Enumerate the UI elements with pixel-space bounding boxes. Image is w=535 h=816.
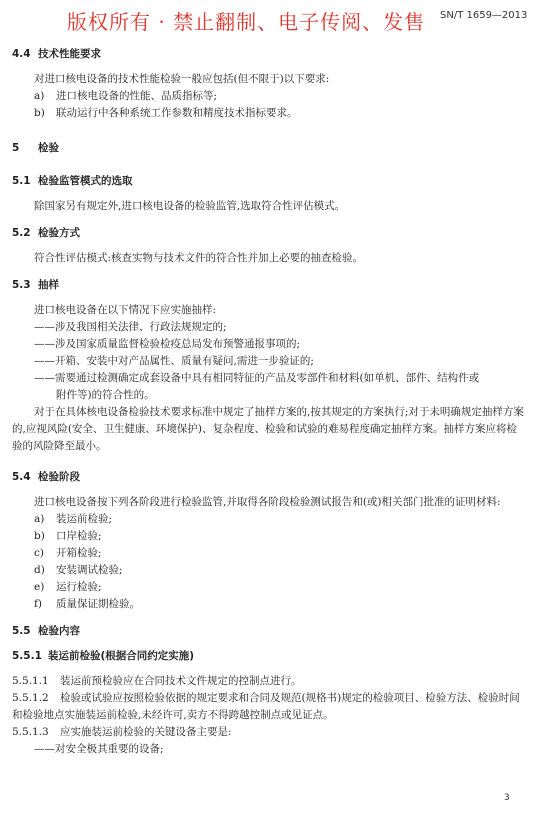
section-heading-4-4 [12, 46, 524, 61]
list-item: d) 安装调试检验; [34, 564, 123, 576]
dash-item-continuation: 附件等)的符合性的。 [56, 389, 155, 401]
paragraph: 进口核电设备按下列各阶段进行检验监管,并取得各阶段检验测试报告和(或)相关部门批准的证明材料: [34, 496, 501, 508]
section-heading-5-1: 5.1 检验监管模式的选取 [12, 175, 133, 187]
document-body [12, 46, 524, 758]
section-heading-5-5-1: 5.5.1 装运前检验(根据合同约定实施) [12, 650, 195, 662]
dash-item: ——涉及国家质量监督检验检疫总局发布预警通报事项的; [34, 338, 301, 350]
list-item: c) 开箱检验; [34, 547, 102, 559]
section-heading-5-3: 5.3 抽样 [12, 279, 59, 291]
list-item: a) 装运前检验; [34, 513, 113, 525]
section-heading-5-5: 5.5 检验内容 [12, 625, 80, 637]
page-number: 3 [504, 793, 510, 803]
dash-item: ——开箱、安装中对产品属性、质量有疑问,需进一步验证的; [34, 355, 314, 367]
list-item: f) 质量保证期检验。 [34, 598, 140, 610]
paragraph: 对于在具体核电设备检验技术要求标准中规定了抽样方案的,按其规定的方案执行;对于未明确规定抽样方案的,应视风险(安全、卫生健康、环境保护)、复杂程度、检验和试验的难易程度确定抽样方案。抽样方案应将检验的风险降至最小。 [12, 406, 524, 452]
section-heading-5-2: 5.2 检验方式 [12, 227, 80, 239]
clause: 5.5.1.3 应实施装运前检验的关键设备主要是: [12, 726, 232, 738]
list-item: e) 运行检验; [34, 581, 102, 593]
section-heading-5: 5 检验 [12, 142, 59, 154]
paragraph: 进口核电设备在以下情况下应实施抽样: [34, 304, 217, 316]
dash-item: ——对安全极其重要的设备; [34, 743, 164, 755]
section-title: 技术性能要求 [38, 48, 101, 60]
paragraph: 对进口核电设备的技术性能检验一般应包括(但不限于)以下要求: [34, 73, 330, 85]
list-item: b) 联动运行中各种系统工作参数和精度技术指标要求。 [34, 107, 298, 119]
paragraph: 除国家另有规定外,进口核电设备的检验监管,选取符合性评估模式。 [34, 200, 346, 212]
dash-item: ——涉及我国相关法律、行政法规规定的; [34, 321, 227, 333]
paragraph: 符合性评估模式:核查实物与技术文件的符合性并加上必要的抽查检验。 [34, 252, 364, 264]
list-item: b) 口岸检验; [34, 530, 102, 542]
clause: 5.5.1.2 检验或试验应按照检验依据的规定要求和合同及规范(规格书)规定的检验项目、检验方法、检验时间和检验地点实施装运前检验,未经许可,卖方不得跨越控制点或见证点。 [12, 692, 520, 721]
watermark-text: 版权所有 · 禁止翻制、电子传阅、发售 [67, 10, 426, 34]
section-number: 4.4 [12, 48, 31, 60]
document-id: SN/T 1659—2013 [440, 10, 528, 21]
section-heading-5-4: 5.4 检验阶段 [12, 471, 80, 483]
dash-item: ——需要通过检测确定成套设备中具有相同特征的产品及零部件和材料(如单机、部件、结构件或 [34, 372, 480, 384]
list-item: a) 进口核电设备的性能、品质指标等; [34, 90, 218, 102]
clause: 5.5.1.1 装运前预检验应在合同技术文件规定的控制点进行。 [12, 675, 302, 687]
